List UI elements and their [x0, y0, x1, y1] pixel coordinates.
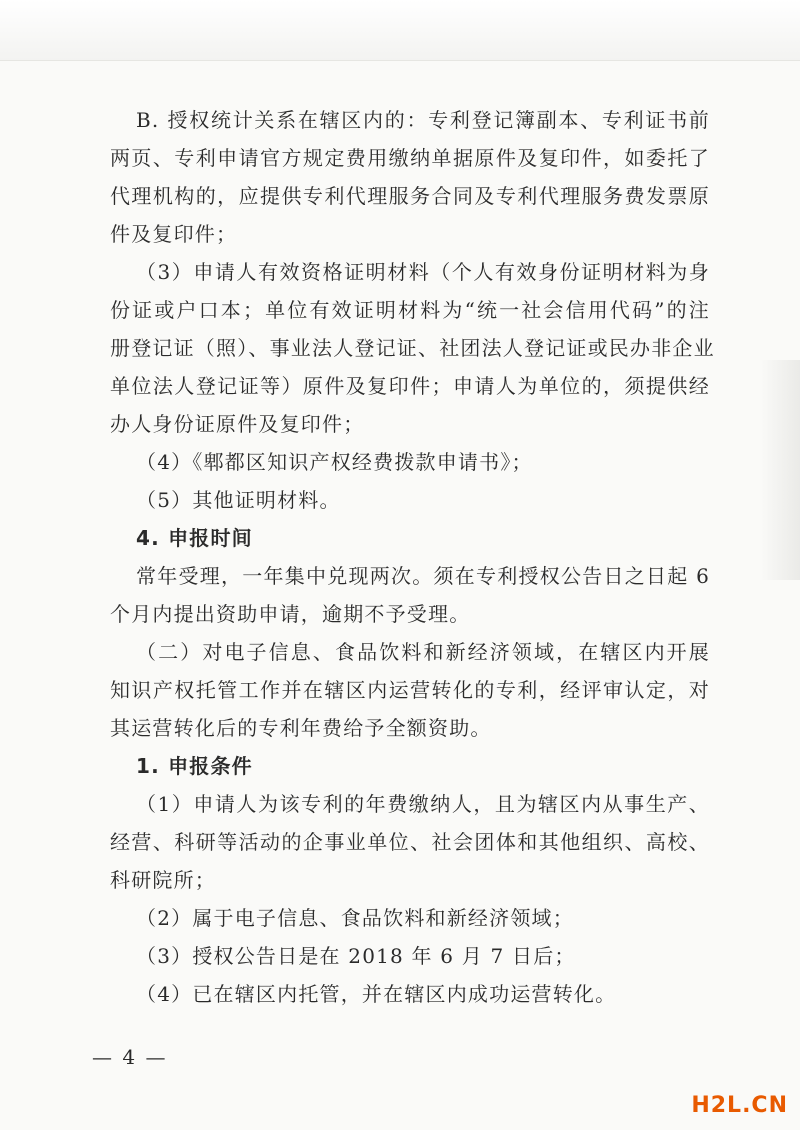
- text-line: 经营、科研等活动的企事业单位、社会团体和其他组织、高校、: [110, 830, 710, 854]
- text-line: 个月内提出资助申请，逾期不予受理。: [110, 602, 471, 626]
- text-line: 其运营转化后的专利年费给予全额资助。: [110, 716, 492, 740]
- watermark-suffix: .CN: [742, 1093, 788, 1118]
- text-line: （5）其他证明材料。: [136, 488, 341, 512]
- section-heading: 4. 申报时间: [136, 526, 253, 550]
- text-line: （3）申请人有效资格证明材料（个人有效身份证明材料为身: [136, 260, 710, 284]
- text-line: （1）申请人为该专利的年费缴纳人，且为辖区内从事生产、: [136, 792, 710, 816]
- text-line: 单位法人登记证等）原件及复印件；申请人为单位的，须提供经: [110, 374, 710, 398]
- text-line: （4）《郫都区知识产权经费拨款申请书》；: [136, 450, 533, 474]
- page-number: — 4 —: [92, 1045, 168, 1069]
- text-line: 知识产权托管工作并在辖区内运营转化的专利，经评审认定，对: [110, 678, 710, 702]
- text-line: 代理机构的，应提供专利代理服务合同及专利代理服务费发票原: [110, 184, 710, 208]
- text-line: 份证或户口本；单位有效证明材料为“统一社会信用代码”的注: [110, 298, 710, 322]
- text-line: （4）已在辖区内托管，并在辖区内成功运营转化。: [136, 982, 617, 1006]
- text-line: （2）属于电子信息、食品饮料和新经济领域；: [136, 906, 574, 930]
- text-line: （二）对电子信息、食品饮料和新经济领域，在辖区内开展: [136, 640, 710, 664]
- site-watermark: [691, 1094, 788, 1118]
- watermark-prefix: H2L: [691, 1093, 743, 1118]
- text-line: 册登记证（照）、事业法人登记证、社团法人登记证或民办非企业: [110, 336, 715, 360]
- text-line: 件及复印件；: [110, 222, 238, 246]
- section-heading: 1. 申报条件: [136, 754, 253, 778]
- text-line: 两页、专利申请官方规定费用缴纳单据原件及复印件，如委托了: [110, 146, 710, 170]
- text-line: 办人身份证原件及复印件；: [110, 412, 365, 436]
- text-line: 科研院所；: [110, 868, 216, 892]
- text-line: （3）授权公告日是在 2018 年 6 月 7 日后；: [136, 944, 576, 968]
- text-line: 常年受理，一年集中兑现两次。须在专利授权公告日之日起 6: [136, 564, 710, 588]
- text-line: B. 授权统计关系在辖区内的：专利登记簿副本、专利证书前: [136, 108, 710, 132]
